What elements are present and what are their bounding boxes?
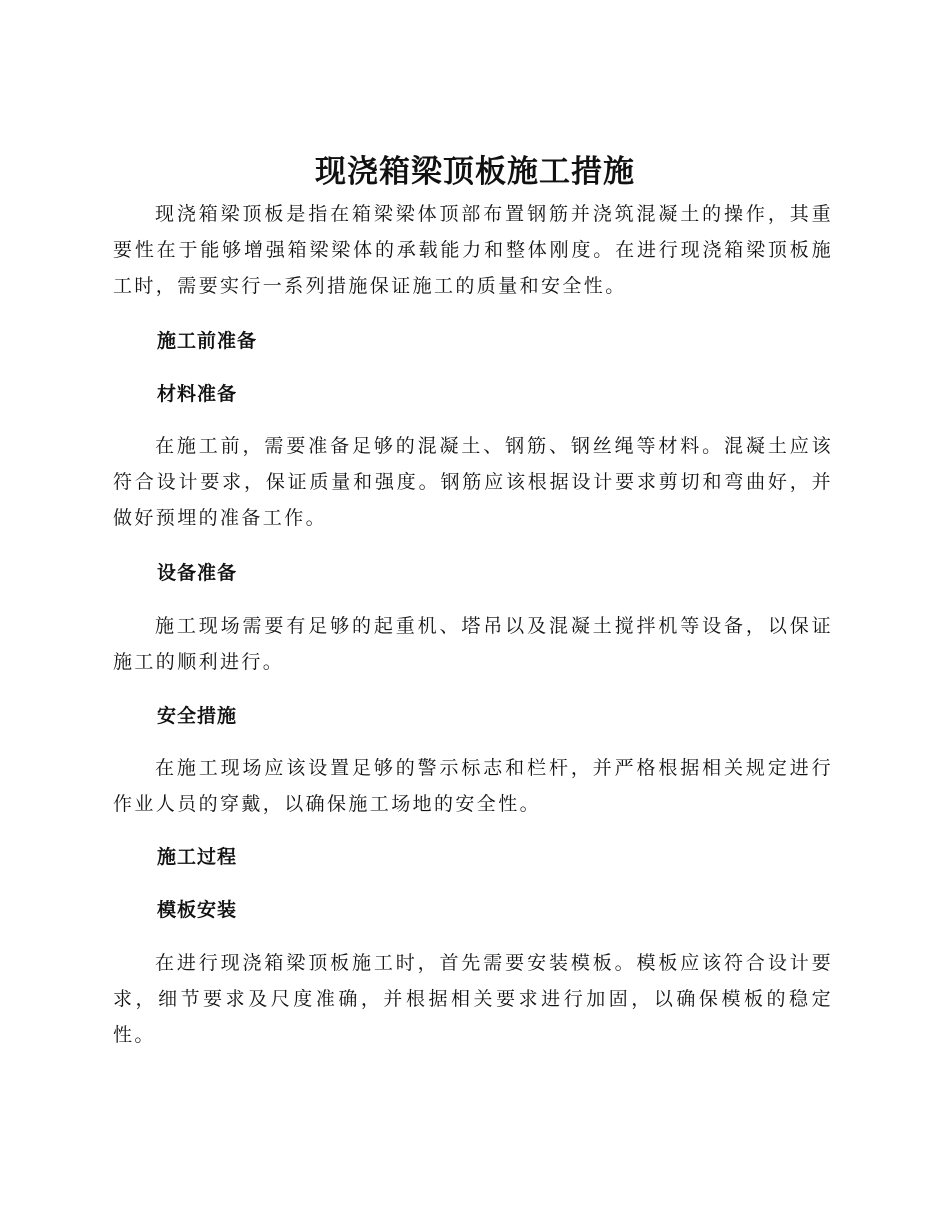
material-paragraph: 在施工前，需要准备足够的混凝土、钢筋、钢丝绳等材料。混凝土应该符合设计要求，保证质量和强度。钢筋应该根据设计要求剪切和弯曲好，并做好预埋的准备工作。 (113, 435, 833, 529)
subheading-formwork: 模板安装 (157, 899, 238, 921)
document-title: 现浇箱梁顶板施工措施 (315, 154, 635, 190)
subheading-safety: 安全措施 (157, 705, 238, 727)
section-heading-preparation: 施工前准备 (157, 330, 258, 352)
formwork-paragraph: 在进行现浇箱梁顶板施工时，首先需要安装模板。模板应该符合设计要求，细节要求及尺度准确，并根据相关要求进行加固，以确保模板的稳定性。 (113, 952, 833, 1046)
subheading-material: 材料准备 (157, 383, 238, 405)
safety-paragraph: 在施工现场应该设置足够的警示标志和栏杆，并严格根据相关规定进行作业人员的穿戴，以确保施工场地的安全性。 (113, 757, 833, 815)
subheading-equipment: 设备准备 (157, 562, 238, 584)
equipment-paragraph: 施工现场需要有足够的起重机、塔吊以及混凝土搅拌机等设备，以保证施工的顺利进行。 (113, 615, 833, 673)
section-heading-process: 施工过程 (157, 846, 238, 868)
intro-paragraph: 现浇箱梁顶板是指在箱梁梁体顶部布置钢筋并浇筑混凝土的操作，其重要性在于能够增强箱梁梁体的承载能力和整体刚度。在进行现浇箱梁顶板施工时，需要实行一系列措施保证施工的质量和安全性。 (113, 203, 833, 297)
